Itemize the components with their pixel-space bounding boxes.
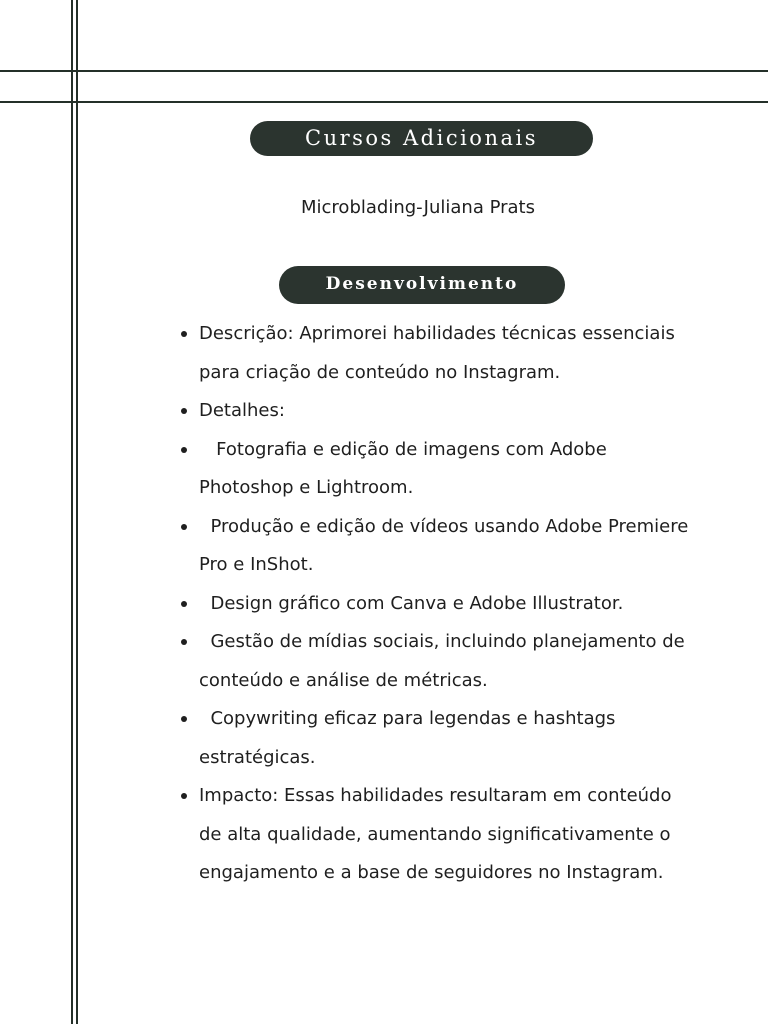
course-name: Microblading-Juliana Prats — [301, 197, 535, 218]
list-item-description: Descrição: Aprimorei habilidades técnicas essenciais para criação de conteúdo no Instagram. — [178, 315, 698, 392]
frame-horizontal-line-bottom — [0, 101, 768, 103]
list-item-details: Detalhes: — [178, 392, 698, 431]
list-item-design: Design gráfico com Canva e Adobe Illustrator. — [178, 585, 698, 624]
frame-vertical-line-outer — [71, 0, 73, 1024]
frame-horizontal-line-top — [0, 70, 768, 72]
list-item-video: Produção e edição de vídeos usando Adobe Premiere Pro e InShot. — [178, 508, 698, 585]
list-item-impact: Impacto: Essas habilidades resultaram em conteúdo de alta qualidade, aumentando significativamente o engajamento e a base de seguidores no Instagram. — [178, 777, 698, 893]
details-list — [178, 315, 698, 893]
section-title: Cursos Adicionais — [250, 121, 593, 156]
list-item-copywriting: Copywriting eficaz para legendas e hashtags estratégicas. — [178, 700, 698, 777]
subsection-title: Desenvolvimento — [279, 266, 565, 304]
list-item-social-media: Gestão de mídias sociais, incluindo planejamento de conteúdo e análise de métricas. — [178, 623, 698, 700]
course-name-row — [0, 196, 768, 220]
frame-vertical-line-inner — [76, 0, 78, 1024]
list-item-photography: Fotografia e edição de imagens com Adobe Photoshop e Lightroom. — [178, 431, 698, 508]
